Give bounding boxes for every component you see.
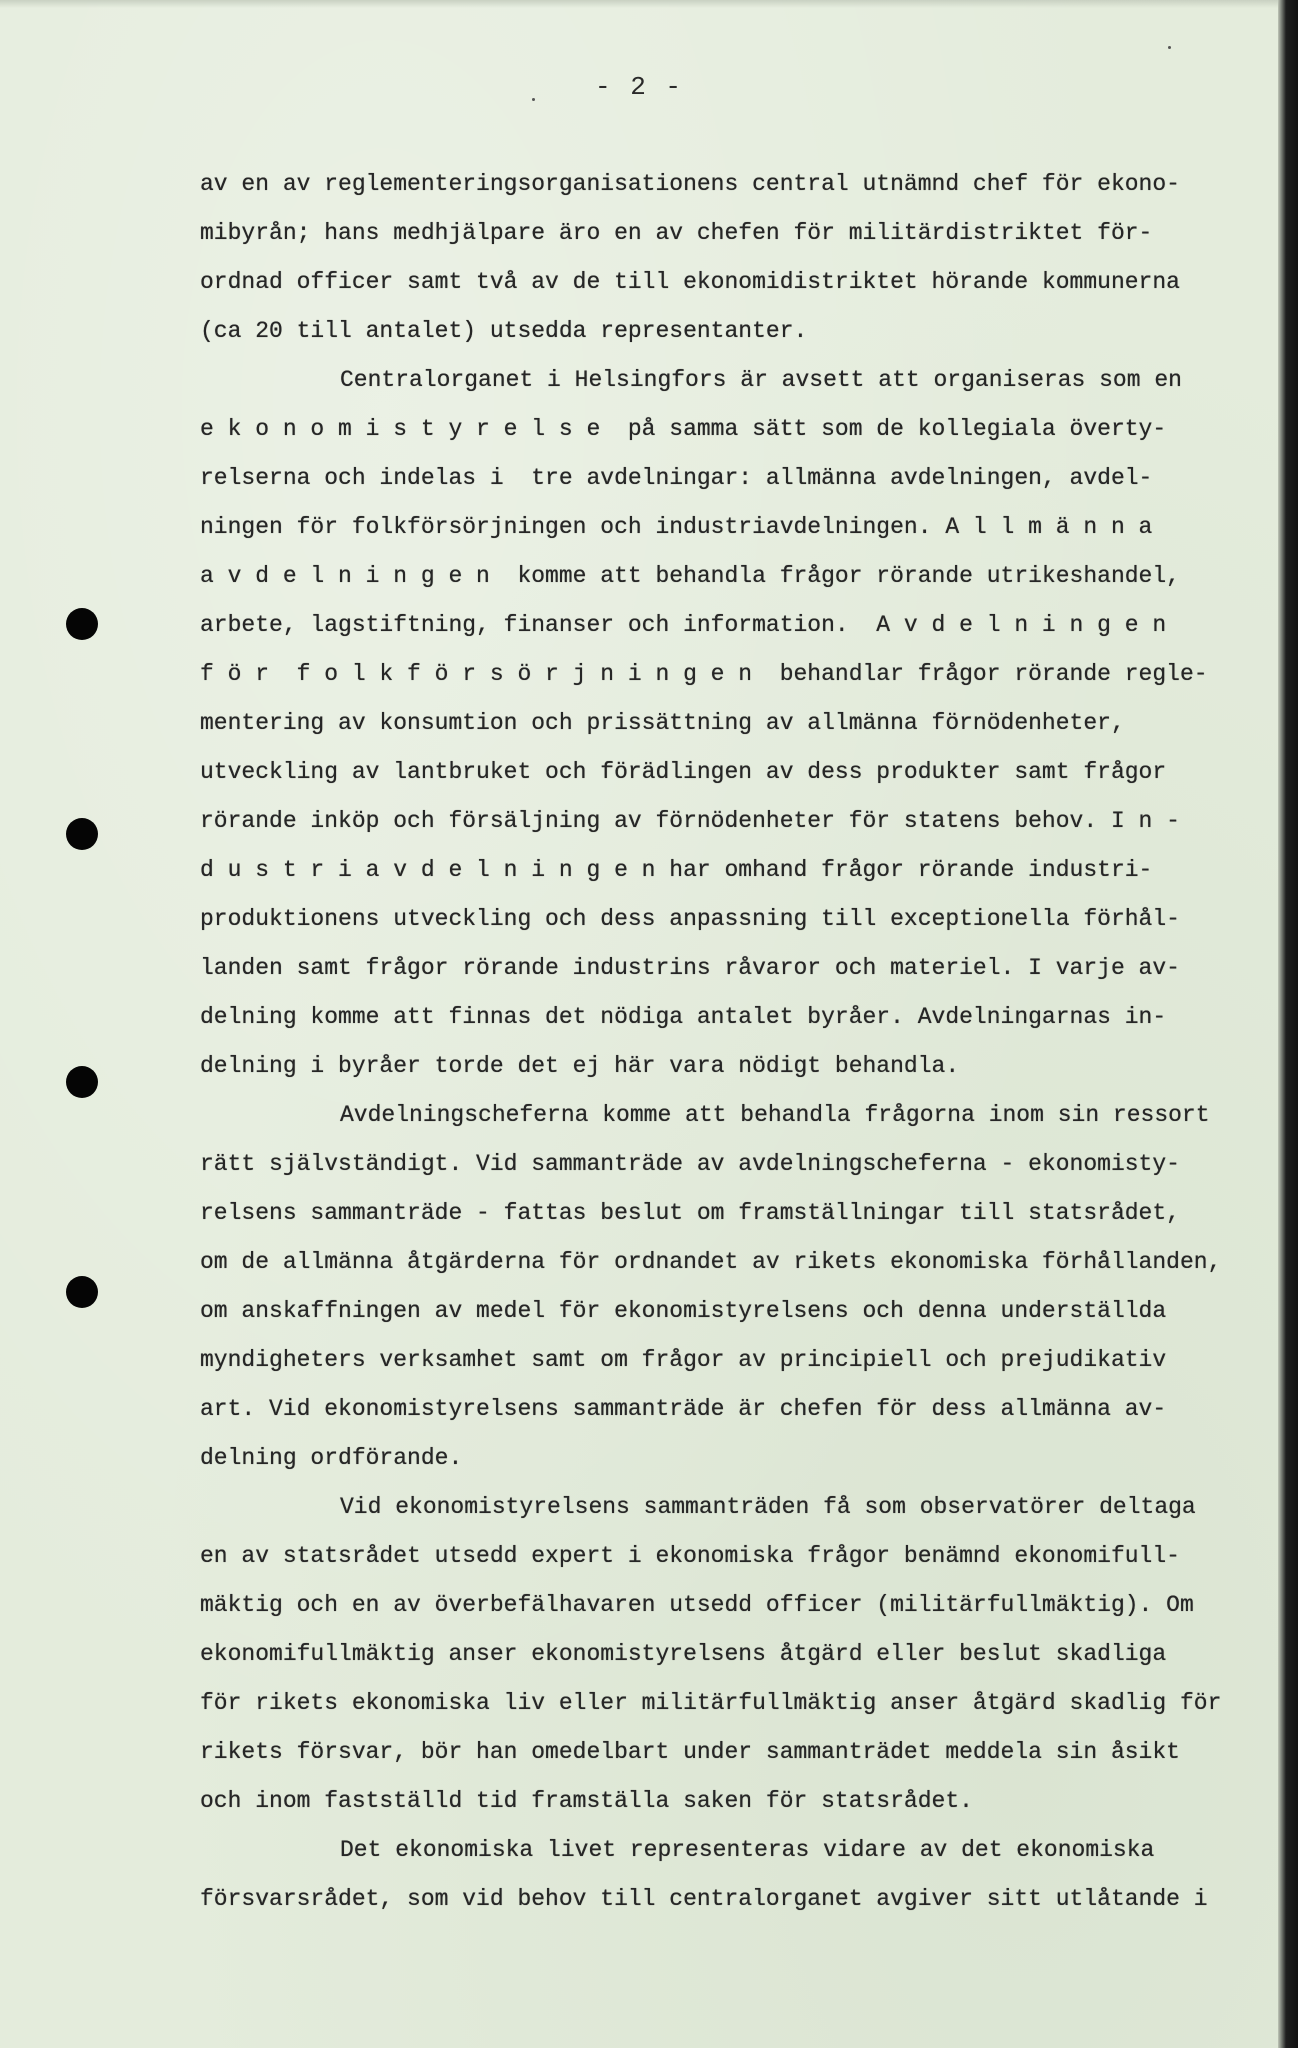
text-line: Centralorganet i Helsingfors är avsett att organiseras som en xyxy=(340,367,1182,393)
text-line: landen samt frågor rörande industrins råvaror och materiel. I varje av- xyxy=(200,955,1180,981)
text-line: en av statsrådet utsedd expert i ekonomiska frågor benämnd ekonomifull- xyxy=(200,1543,1180,1569)
text-line: myndigheters verksamhet samt om frågor av principiell och prejudikativ xyxy=(200,1347,1167,1373)
text-line: rätt självständigt. Vid sammanträde av avdelningscheferna - ekonomisty- xyxy=(200,1151,1180,1177)
text-line: art. Vid ekonomistyrelsens sammanträde är chefen för dess allmänna av- xyxy=(200,1396,1167,1422)
text-line: mibyrån; hans medhjälpare äro en av chefen för militärdistriktet för- xyxy=(200,220,1153,246)
text-line: e k o n o m i s t y r e l s e på samma sätt som de kollegiala överty- xyxy=(200,416,1167,442)
text-line: relserna och indelas i tre avdelningar: allmänna avdelningen, avdel- xyxy=(200,465,1153,491)
text-line: delning ordförande. xyxy=(200,1445,463,1471)
text-line: ningen för folkförsörjningen och industriavdelningen. A l l m ä n n a xyxy=(200,514,1153,540)
punch-hole xyxy=(66,608,98,640)
punch-hole xyxy=(66,1066,98,1098)
text-line: mäktig och en av överbefälhavaren utsedd officer (militärfullmäktig). Om xyxy=(200,1592,1194,1618)
text-line: ordnad officer samt två av de till ekonomidistriktet hörande kommunerna xyxy=(200,269,1180,295)
text-line: Avdelningscheferna komme att behandla frågorna inom sin ressort xyxy=(340,1102,1210,1128)
text-line: försvarsrådet, som vid behov till centralorganet avgiver sitt utlåtande i xyxy=(200,1886,1208,1912)
scan-edge-shadow xyxy=(1278,0,1298,2048)
text-line: om anskaffningen av medel för ekonomistyrelsens och denna underställda xyxy=(200,1298,1167,1324)
punch-hole xyxy=(66,1276,98,1308)
text-line: f ö r f o l k f ö r s ö r j n i n g e n behandlar frågor rörande regle- xyxy=(200,661,1208,687)
text-line: utveckling av lantbruket och förädlingen av dess produkter samt frågor xyxy=(200,759,1167,785)
text-line: arbete, lagstiftning, finanser och information. A v d e l n i n g e n xyxy=(200,612,1167,638)
text-line: delning komme att finnas det nödiga antalet byråer. Avdelningarnas in- xyxy=(200,1004,1167,1030)
page-top-edge xyxy=(0,0,1278,8)
text-line: Det ekonomiska livet representeras vidare av det ekonomiska xyxy=(340,1837,1155,1863)
text-line: för rikets ekonomiska liv eller militärfullmäktig anser åtgärd skadlig för xyxy=(200,1690,1222,1716)
text-line: d u s t r i a v d e l n i n g e n har omhand frågor rörande industri- xyxy=(200,857,1153,883)
text-line: delning i byråer torde det ej här vara nödigt behandla. xyxy=(200,1053,960,1079)
text-line: ekonomifullmäktig anser ekonomistyrelsens åtgärd eller beslut skadliga xyxy=(200,1641,1167,1667)
text-line: mentering av konsumtion och prissättning av allmänna förnödenheter, xyxy=(200,710,1125,736)
text-line: rörande inköp och försäljning av förnödenheter för statens behov. I n - xyxy=(200,808,1180,834)
text-line: relsens sammanträde - fattas beslut om framställningar till statsrådet, xyxy=(200,1200,1180,1226)
paper-speck xyxy=(1168,46,1171,49)
text-line: och inom fastställd tid framställa saken för statsrådet. xyxy=(200,1788,973,1814)
text-line: Vid ekonomistyrelsens sammanträden få som observatörer deltaga xyxy=(340,1494,1196,1520)
text-line: av en av reglementeringsorganisationens central utnämnd chef för ekono- xyxy=(200,171,1180,197)
punch-hole xyxy=(66,818,98,850)
text-line: om de allmänna åtgärderna för ordnandet av rikets ekonomiska förhållanden, xyxy=(200,1249,1222,1275)
typed-text-body xyxy=(200,160,1260,1924)
text-line: produktionens utveckling och dess anpassning till exceptionella förhål- xyxy=(200,906,1180,932)
text-line: rikets försvar, bör han omedelbart under sammanträdet meddela sin åsikt xyxy=(200,1739,1180,1765)
text-line: a v d e l n i n g e n komme att behandla frågor rörande utrikeshandel, xyxy=(200,563,1180,589)
text-line: (ca 20 till antalet) utsedda representanter. xyxy=(200,318,808,344)
page-number: - 2 - xyxy=(594,72,683,102)
